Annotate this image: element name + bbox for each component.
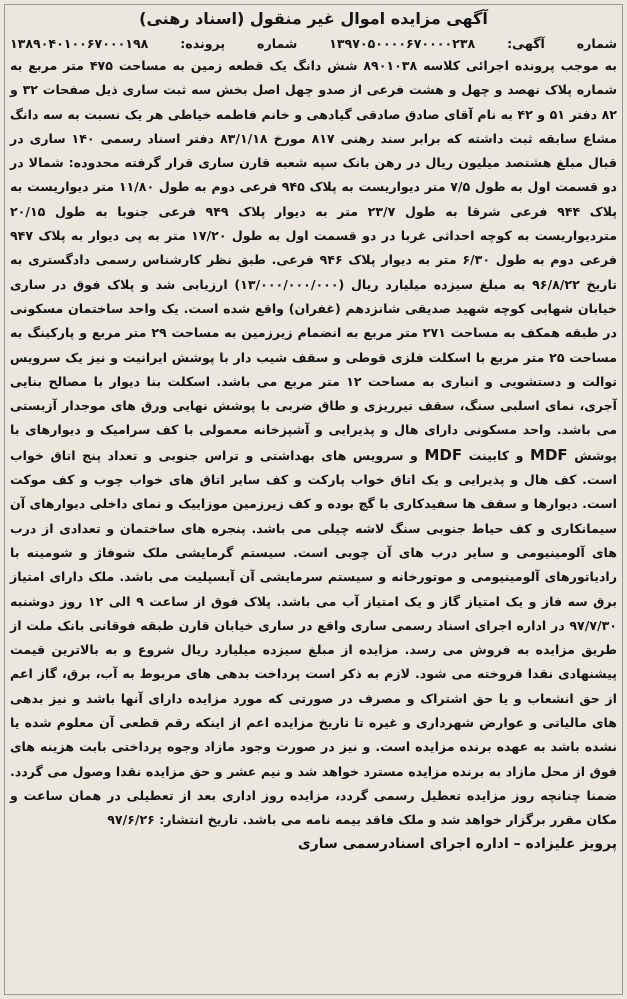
mdf-label-2: MDF xyxy=(424,445,463,464)
body-text-part-3: و سرویس های بهداشتی و تراس جنوبی و تعداد پنج اتاق خواب است. کف هال و پذیرایی و یک اتاق خواب پارکت و کف سایر اتاق های خواب چوب و کف موکت است. دیوارها و سقف ها سفیدکاری با گچ بوده و کف زیرزمین موزاییک و نمای داخلی دیوارهای آن سیمانکاری و کف حیاط جنوبی سنگ لاشه چیلی می باشد. پنجره های ساختمان و تعدادی از درب های آلومینیومی و سایر درب های آن چوبی است. سیستم گرمایشی ملک شوفاژ و شومینه با رادیاتورهای آلومینیومی و موتورخانه و سیستم سرمایشی آن آبسپلیت می باشد. ملک دارای امتیاز برق سه فاز و یک امتیاز گاز و یک امتیاز آب می باشد. پلاک فوق از ساعت ۹ الی ۱۲ روز دوشنبه ۹۷/۷/۳۰ در اداره اجرای اسناد رسمی ساری واقع در ساری خیابان قارن طبقه فوقانی بانک ملت از طریق مزایده به فروش می رسد. مزایده از مبلغ سیزده میلیارد ریال شروع و به بالاترین قیمت پیشنهادی نقدا فروخته می شود. لازم به ذکر است پرداخت بدهی های مربوط به آب، برق، گاز اعم از حق انشعاب و یا حق اشتراک و مصرف در صورتی که مورد مزایده دارای آنها باشد و نیز بدهی های مالیاتی و عوارض شهرداری و غیره تا تاریخ مزایده اعم از اینکه رقم قطعی آن معلوم شده یا نشده باشد به عهده برنده مزایده است. و نیز در صورت وجود مازاد وجوه پرداختی بابت هزینه های فوق از محل مازاد به برنده مزایده مسترد خواهد شد و نیم عشر و حق مزایده نقدا وصول می گردد. ضمنا چنانچه روز مزایده تعطیل رسمی گردد، مزایده روز اداری بعد از تعطیلی در همان ساعت و مکان مقرر برگزار خواهد شد و ملک فاقد بیمه نامه می باشد. تاریخ انتشار: ۹۷/۶/۲۶ xyxy=(10,447,617,828)
notice-body xyxy=(10,54,617,833)
notice-signature: پرویز علیزاده – اداره اجرای اسنادرسمی ساری xyxy=(297,835,617,852)
body-text-part-1: به موجب پرونده اجرائی کلاسه ۸۹۰۱۰۳۸ شش دانگ یک قطعه زمین به مساحت ۴۷۵ متر مربع به شماره پلاک نهصد و چهل و هشت فرعی از صدو چهل اصل بخش سه ثبت ساری ذیل صفحات ۳۲ و ۸۲ دفتر ۵۱ و ۴۲ به نام آقای صادق صادقی گیادهی و خانم فاطمه خیاطی هر یک نسبت به سه دانگ مشاع سابقه ثبت داشته که برابر سند رهنی ۸۱۷ مورخ ۸۳/۱/۱۸ دفتر اسناد رسمی ۱۴۰ ساری در قبال مبلغ هشتصد میلیون ریال در رهن بانک سپه شعبه قارن ساری قرار گرفته محدوده: شمالا در دو قسمت اول به طول ۷/۵ متر دیواریست به پلاک ۹۴۵ فرعی دوم به طول ۱۱/۸۰ متر دیواریست به پلاک ۹۴۴ فرعی شرقا به طول ۲۳/۷ متر به دیوار پلاک ۹۴۹ فرعی جنوبا به طول ۲۰/۱۵ متردیواریست به کوچه احداثی غربا در دو قسمت اول به طول ۱۷/۲۰ متر به پی دیوار به پلاک ۹۴۷ فرعی دوم به طول ۶/۳۰ متر به دیوار پلاک ۹۴۶ فرعی. طبق نظر کارشناس رسمی دادگستری به تاریخ ۹۶/۸/۲۲ به مبلغ سیزده میلیارد ریال (۱۳/۰۰۰/۰۰۰/۰۰۰) ارزیابی شد و پلاک فوق در ساری خیابان شهابی کوچه شهید صدیقی شانزدهم (غفران) واقع شده است. یک واحد ساختمان مسکونی در طبقه همکف به مساحت ۲۷۱ متر مربع به انضمام زیرزمین به مساحت ۲۹ متر مربع و پارکینگ به مساحت ۲۵ متر مربع با اسکلت فلزی قوطی و سقف شیب دار با پوشش ایرانیت و نیز یک سرویس توالت و دستشویی و انباری به مساحت ۱۲ متر مربع می باشد. اسکلت بنا دیوار با مصالح بنایی آجری، نمای اسلبی سنگ، سقف تیرریزی و طاق ضربی با پوشش نهایی ورق های موجدار آزبستی می باشد. واحد مسکونی دارای هال و پذیرایی و آشپزخانه معمولی با کف سرامیک و دیوارهای با پوشش xyxy=(10,58,618,463)
notice-title: آگهی مزایده اموال غیر منقول (اسناد رهنی) xyxy=(139,9,488,28)
body-text-part-2: و کابینت xyxy=(468,447,524,463)
notice-numbers: شماره آگهی: ۱۳۹۷۰۵۰۰۰۰۶۷۰۰۰۰۲۳۸ شماره پرونده: ۱۳۸۹۰۴۰۱۰۰۶۷۰۰۰۱۹۸ xyxy=(10,36,617,51)
mdf-label-1: MDF xyxy=(530,445,568,464)
